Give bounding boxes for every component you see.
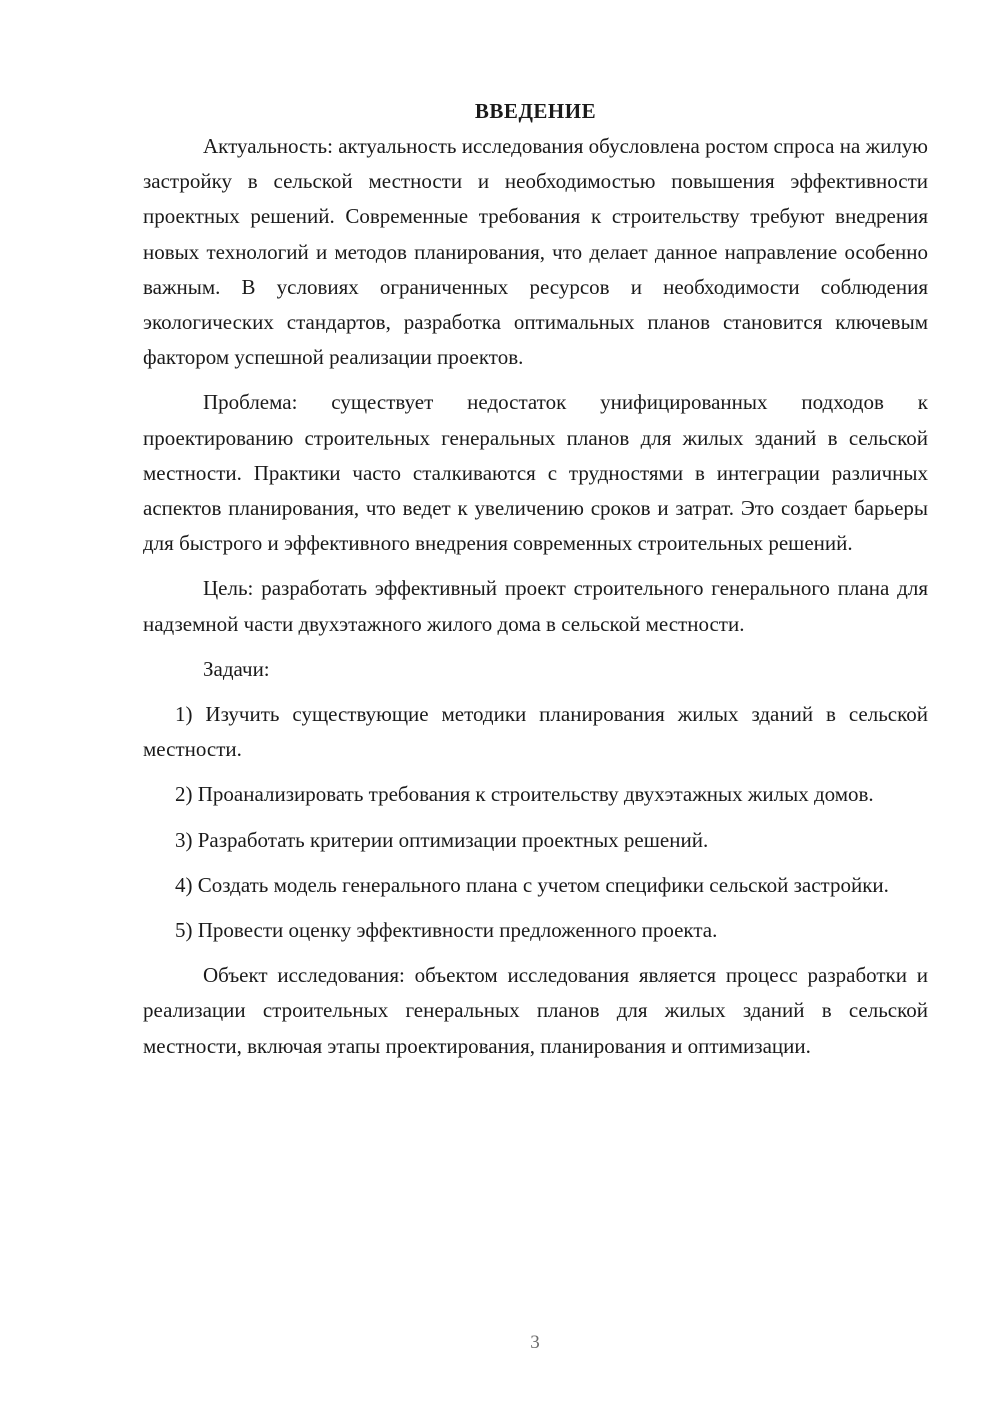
list-item: 3) Разработать критерии оптимизации проектных решений. (175, 827, 709, 852)
paragraph-goal: Цель: разработать эффективный проект строительного генерального плана для надземной части двухэтажного жилого дома в сельской местности. (143, 576, 928, 636)
section-title: ВВЕДЕНИЕ (474, 99, 597, 123)
paragraph-problem: Проблема: существует недостаток унифицированных подходов к проектированию строительных генеральных планов для жилых зданий в сельской местности. Практики часто сталкиваются с трудностями в интеграции различных аспектов планирования, что ведет к увеличению сроков и затрат. Это создает барьеры для быстрого и эффективного внедрения современных строительных решений. (143, 390, 928, 556)
list-item: 5) Провести оценку эффективности предложенного проекта. (175, 918, 718, 943)
page-number: 3 (530, 1332, 540, 1353)
tasks-heading: Задачи: (203, 656, 270, 681)
paragraph-object: Объект исследования: объектом исследования является процесс разработки и реализации строительных генеральных планов для жилых зданий в сельской местности, включая этапы проектирования, планирования и оптимизации. (143, 963, 928, 1058)
paragraph-relevance: Актуальность: актуальность исследования обусловлена ростом спроса на жилую застройку в сельской местности и необходимостью повышения эффективности проектных решений. Современные требования к строительству требуют внедрения новых технологий и методов планирования, что делает данное направление особенно важным. В условиях ограниченных ресурсов и необходимости соблюдения экологических стандартов, разработка оптимальных планов становится ключевым фактором успешной реализации проектов. (143, 134, 928, 370)
list-item: 2) Проанализировать требования к строительству двухэтажных жилых домов. (175, 782, 874, 807)
document-page (143, 94, 928, 1074)
list-item: 4) Создать модель генерального плана с учетом специфики сельской застройки. (175, 872, 889, 897)
tasks-list (143, 697, 928, 948)
list-item: 1) Изучить существующие методики планирования жилых зданий в сельской местности. (143, 702, 928, 762)
